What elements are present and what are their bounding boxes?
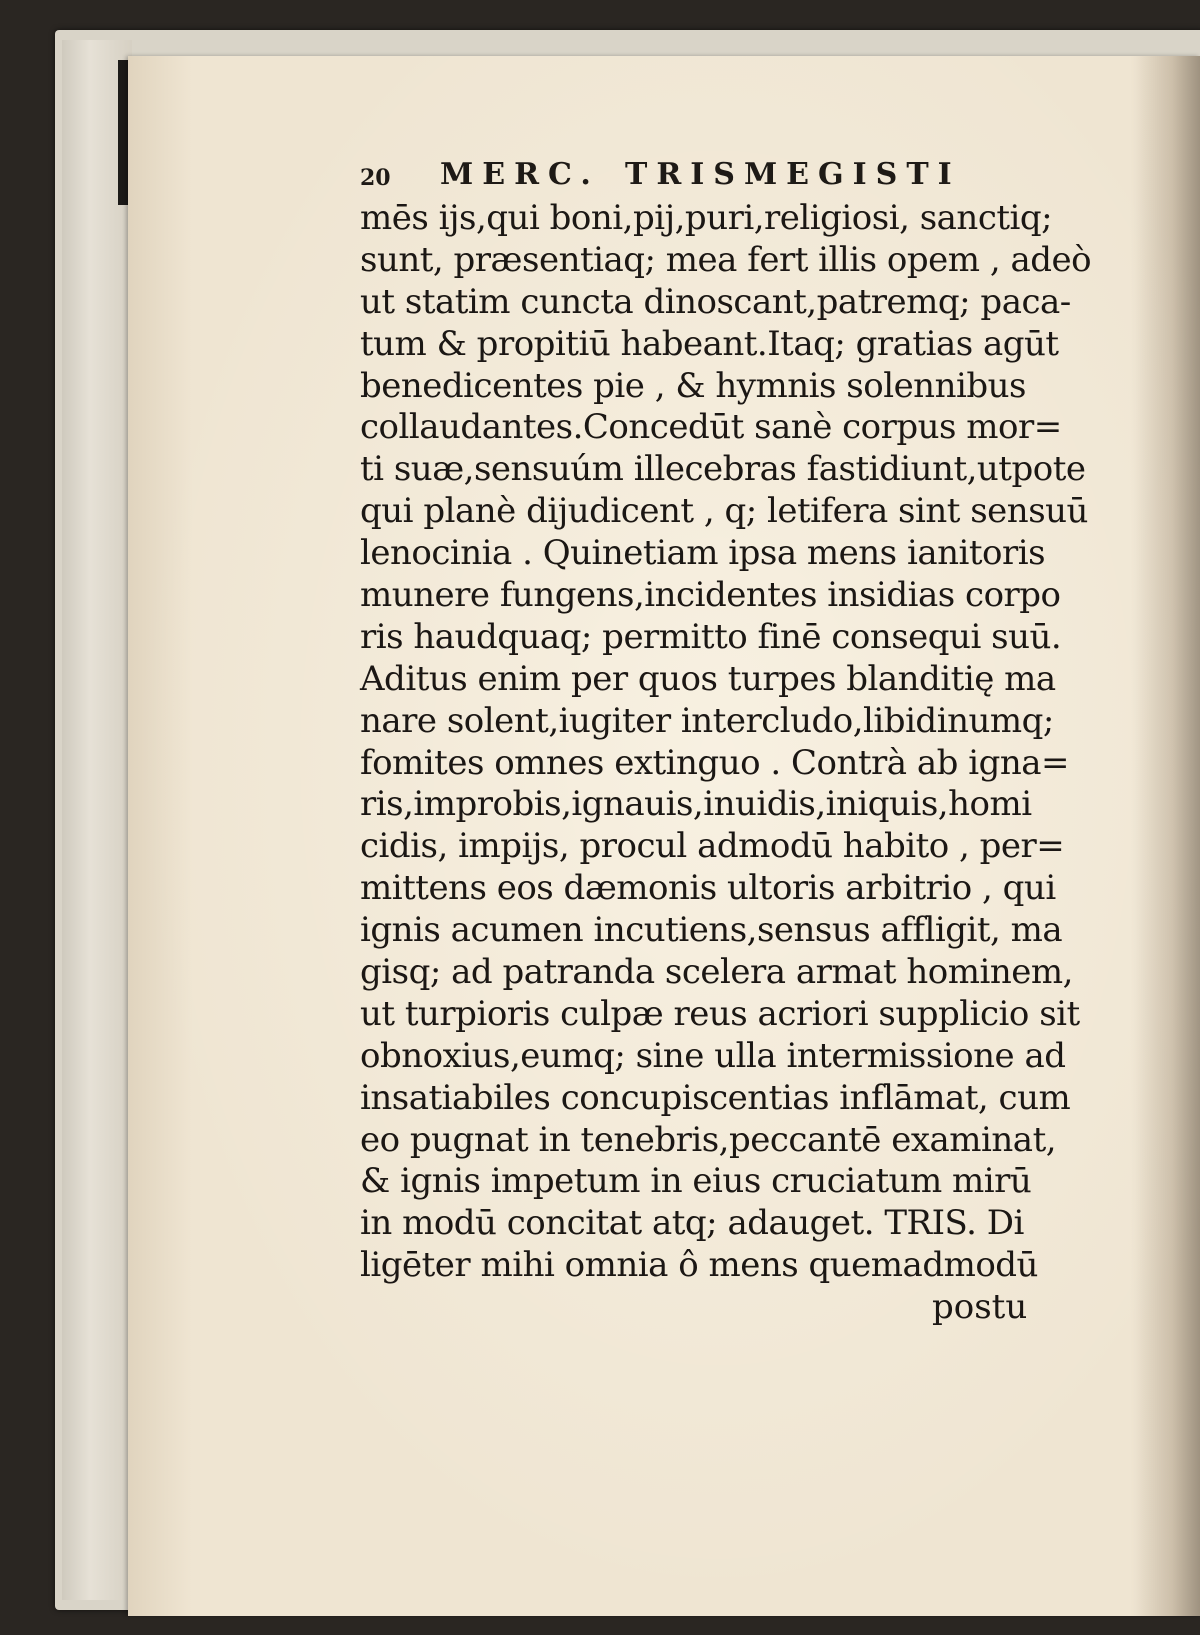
text-line: ligēter mihi omnia ô mens quemadmodū	[360, 1245, 1038, 1286]
page-gutter	[1130, 56, 1200, 1616]
text-line: Aditus enim per quos turpes blanditię ma	[360, 658, 1056, 699]
text-line: collaudantes.Concedūt sanè corpus mor=	[360, 407, 1062, 448]
running-head	[360, 155, 980, 195]
text-line: qui planè dijudicent , q; letifera sint sensuū	[360, 491, 1088, 532]
running-head-left: MERC.	[440, 157, 600, 192]
text-line: ut turpioris culpæ reus acriori supplicio sit	[360, 993, 1080, 1034]
catchword: postu	[932, 1287, 1028, 1327]
text-line: fomites omnes extinguo . Contrà ab igna=	[360, 742, 1069, 783]
text-line: gisq; ad patranda scelera armat hominem,	[360, 952, 1073, 993]
text-line: benedicentes pie , & hymnis solennibus	[360, 365, 1026, 406]
text-block	[360, 198, 1092, 1287]
text-line: tum & propitiū habeant.Itaq; gratias agūt	[360, 323, 1059, 364]
text-line: lenocinia . Quinetiam ipsa mens ianitoris	[360, 533, 1046, 574]
text-line: mittens eos dæmonis ultoris arbitrio , qui	[360, 868, 1056, 909]
text-line: obnoxius,eumq; sine ulla intermissione ad	[360, 1035, 1066, 1076]
text-line: mēs ijs,qui boni,pij,puri,religiosi, sanctiq;	[360, 198, 1053, 238]
text-line: nare solent,iugiter intercludo,libidinumq;	[360, 700, 1054, 741]
text-line: munere fungens,incidentes insidias corpo	[360, 575, 1061, 616]
binding-tab	[118, 60, 128, 205]
running-head-right: TRISMEGISTI	[625, 157, 961, 192]
text-line: in modū concitat atq; adauget. TRIS. Di	[360, 1203, 1024, 1244]
text-line: ti suæ,sensuúm illecebras fastidiunt,utpote	[360, 449, 1086, 490]
text-line: ut statim cuncta dinoscant,patremq; paca-	[360, 281, 1071, 322]
text-line: ris haudquaq; permitto finē consequi suū.	[360, 616, 1062, 657]
text-line: & ignis impetum in eius cruciatum mirū	[360, 1161, 1032, 1202]
text-line: insatiabiles concupiscentias inflāmat, cum	[360, 1077, 1071, 1118]
book-board-edge	[62, 40, 132, 1600]
page-number: 20	[360, 165, 391, 191]
text-line: ignis acumen incutiens,sensus affligit, ma	[360, 910, 1063, 951]
text-line: ris,improbis,ignauis,inuidis,iniquis,homi	[360, 784, 1032, 825]
text-line: cidis, impijs, procul admodū habito , per=	[360, 826, 1065, 867]
text-line: eo pugnat in tenebris,peccantē examinat,	[360, 1119, 1057, 1160]
text-line: sunt, præsentiaq; mea fert illis opem , adeò	[360, 239, 1092, 280]
